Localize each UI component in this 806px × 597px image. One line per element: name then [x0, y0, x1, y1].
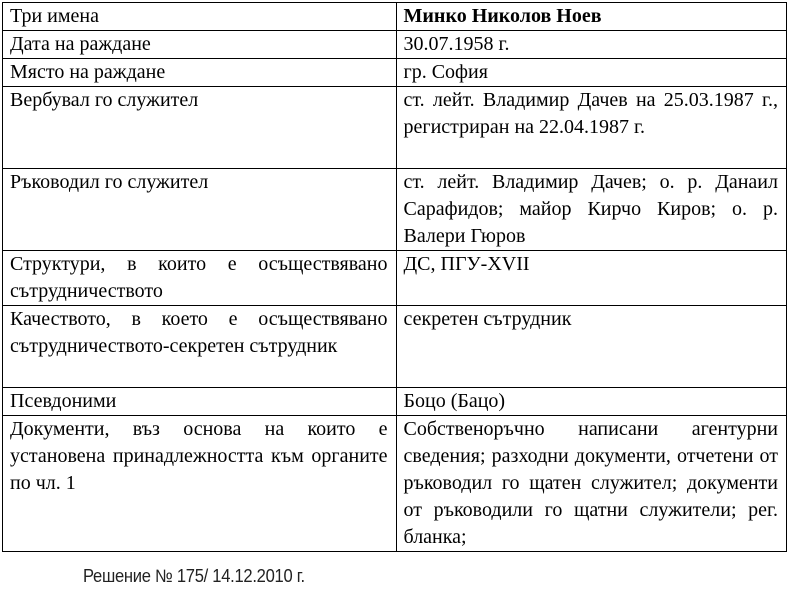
table-row: [3, 388, 787, 416]
row-value-capacity: секретен сътрудник: [396, 306, 786, 388]
row-value-birth-date: 30.07.1958 г.: [396, 31, 786, 59]
table-row: [3, 31, 787, 59]
row-label-pseudonyms: Псевдоними: [3, 388, 397, 416]
row-label-recruited-by: Вербувал го служител: [3, 87, 397, 169]
row-value-structures: ДС, ПГУ-XVII: [396, 251, 786, 306]
row-label-handled-by: Ръководил го служител: [3, 169, 397, 251]
row-value-pseudonyms: Боцо (Бацо): [396, 388, 786, 416]
table-row: [3, 416, 787, 552]
row-value-recruited-by: ст. лейт. Владимир Дачев на 25.03.1987 г., регистриран на 22.04.1987 г.: [396, 87, 786, 169]
row-label-documents: Документи, въз основа на които е установена принадлежността към органите по чл. 1: [3, 416, 397, 552]
table-row: [3, 169, 787, 251]
row-label-full-name: Три имена: [3, 3, 397, 31]
row-value-birth-place: гр. София: [396, 59, 786, 87]
table-row: [3, 3, 787, 31]
row-value-handled-by: ст. лейт. Владимир Дачев; о. р. Данаил Сарафидов; майор Кирчо Киров; о. р. Валери Гюров: [396, 169, 786, 251]
row-value-documents: Собственоръчно написани агентурни сведения; разходни документи, отчетени от ръководил го щатен служител; документи от ръководили го щатни служители; рег. бланка;: [396, 416, 786, 552]
row-label-structures: Структури, в които е осъществявано сътрудничеството: [3, 251, 397, 306]
table-row: [3, 87, 787, 169]
row-label-birth-place: Място на раждане: [3, 59, 397, 87]
dossier-table: [2, 2, 787, 552]
row-label-birth-date: Дата на раждане: [3, 31, 397, 59]
table-row: [3, 251, 787, 306]
row-label-capacity: Качеството, в което е осъществявано сътрудничеството-секретен сътрудник: [3, 306, 397, 388]
decision-footer: Решение № 175/ 14.12.2010 г.: [83, 566, 305, 586]
table-row: [3, 59, 787, 87]
table-row: [3, 306, 787, 388]
row-value-full-name: Минко Николов Ноев: [396, 3, 786, 31]
